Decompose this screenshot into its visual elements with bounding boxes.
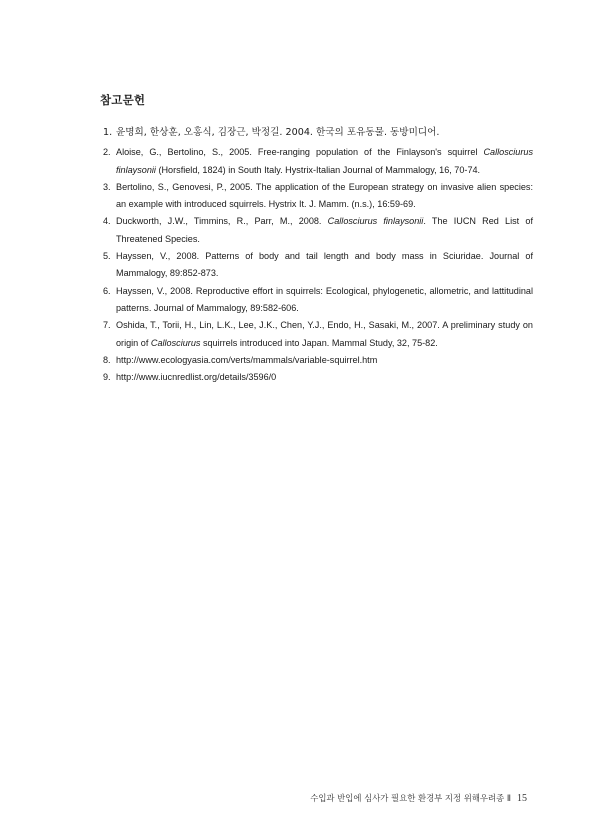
page-footer: [310, 792, 527, 804]
reference-text-tail: (Horsfield, 1824) in South Italy. Hystrix-Italian Journal of Mammalogy, 16, 70-74.: [155, 164, 481, 175]
reference-text: 윤명희, 한상훈, 오홍식, 김장근, 박정길. 2004. 한국의 포유동물. 동방미디어.: [116, 127, 440, 138]
reference-item: [103, 352, 533, 369]
reference-text-tail: squirrels introduced into Japan. Mammal Study, 32, 75-82.: [200, 337, 438, 348]
reference-text: Hayssen, V., 2008. Reproductive effort in squirrels: Ecological, phylogenetic, allometric, and lattitudinal patterns. Journal of Mammalogy, 89:582-606.: [116, 285, 533, 313]
reference-text: Oshida, T., Torii, H., Lin, L.K., Lee, J.K., Chen, Y.J., Endo, H., Sasaki, M., 2007. A preliminary study on origin of: [116, 320, 533, 348]
reference-number: 9.: [103, 372, 111, 383]
reference-number: 1.: [103, 127, 113, 138]
reference-item: [103, 317, 533, 352]
reference-number: 6.: [103, 285, 111, 296]
reference-number: 3.: [103, 181, 111, 192]
reference-number: 5.: [103, 251, 111, 262]
reference-number: 7.: [103, 320, 111, 331]
reference-item: [103, 283, 533, 318]
page-number: 15: [517, 793, 527, 804]
reference-item: [103, 213, 533, 248]
species-name: Callosciurus: [150, 337, 201, 348]
footer-title: 수입과 반입에 심사가 필요한 환경부 지정 위해우려종 Ⅱ: [310, 793, 511, 803]
reference-item: [103, 248, 533, 283]
species-name: Callosciurus finlaysonii: [327, 216, 424, 227]
reference-text: Duckworth, J.W., Timmins, R., Parr, M., 2008.: [116, 216, 328, 227]
reference-link[interactable]: http://www.iucnredlist.org/details/3596/0: [116, 372, 277, 383]
reference-number: 8.: [103, 354, 111, 365]
reference-number: 4.: [103, 216, 111, 227]
section-heading: 참고문헌: [100, 93, 146, 107]
reference-text: Aloise, G., Bertolino, S., 2005. Free-ranging population of the Finlayson's squirrel: [116, 147, 484, 158]
reference-item: [103, 144, 533, 179]
reference-text-tail: . The IUCN Red List of Threatened Species.: [116, 216, 533, 244]
reference-link[interactable]: http://www.ecologyasia.com/verts/mammals/variable-squirrel.htm: [116, 354, 378, 365]
reference-item: [103, 369, 533, 386]
species-name: Callosciurus finlaysonii: [116, 147, 533, 175]
reference-text: Hayssen, V., 2008. Patterns of body and tail length and body mass in Sciuridae. Journal of Mammalogy, 89:852-873.: [116, 251, 533, 279]
reference-item: [103, 124, 533, 141]
reference-text: Bertolino, S., Genovesi, P., 2005. The application of the European strategy on invasive alien species: an example with introduced squirrels. Hystrix It. J. Mamm. (n.s.), 16:59-69.: [116, 181, 533, 210]
reference-item: [103, 179, 533, 214]
reference-number: 2.: [103, 147, 111, 158]
reference-list: [103, 124, 533, 386]
